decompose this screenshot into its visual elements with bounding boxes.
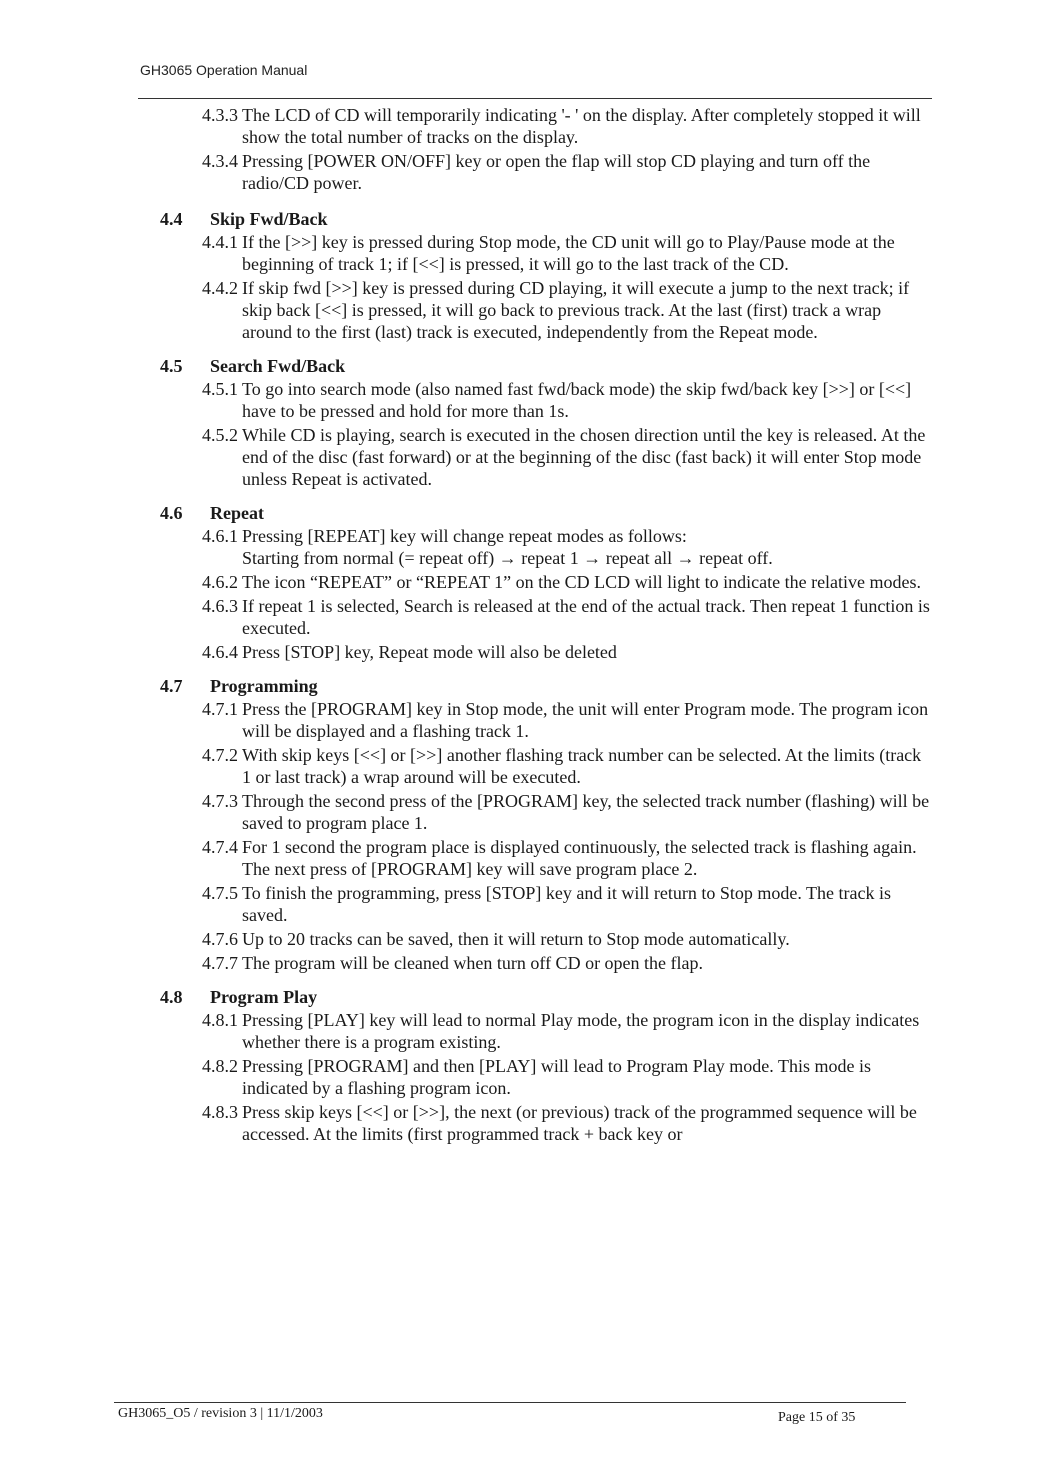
section-heading-4-5 [160,355,932,377]
item-number: 4.7.6 [202,929,238,949]
item-text: Through the second press of the [PROGRAM] key, the selected track number (flashing) will be saved to program place 1. [242,791,930,833]
item-number: 4.7.2 [202,745,238,765]
item-text: The LCD of CD will temporarily indicating '- ' on the display. After completely stopped it will show the total number of tracks on the display. [242,105,921,147]
item-4-8-3 [202,1101,932,1145]
item-text: Pressing [PROGRAM] and then [PLAY] will lead to Program Play mode. This mode is indicated by a flashing program icon. [242,1056,871,1098]
section-items-4-7 [160,698,932,974]
item-4-5-1 [202,378,932,422]
section-heading-4-4 [160,208,932,230]
item-4-6-3 [202,595,932,639]
item-number: 4.7.5 [202,883,238,903]
footer-rule [114,1402,906,1403]
section-number: 4.7 [160,676,183,696]
section-heading-4-7 [160,675,932,697]
section-title: Skip Fwd/Back [210,209,328,229]
item-text: Press the [PROGRAM] key in Stop mode, the unit will enter Program mode. The program icon will be displayed and a flashing track 1. [242,699,929,741]
item-4-8-1 [202,1009,932,1053]
item-text: Pressing [POWER ON/OFF] key or open the flap will stop CD playing and turn off the radio/CD power. [242,151,871,193]
item-number: 4.8.2 [202,1056,238,1076]
item-number: 4.6.4 [202,642,238,662]
item-text: While CD is playing, search is executed in the chosen direction until the key is released. At the end of the disc (fast forward) or at the beginning of the disc (fast back) it will enter Stop mode unless Repeat is activated. [242,425,926,489]
section-items-4-5 [160,378,932,490]
item-text: Press [STOP] key, Repeat mode will also be deleted [242,642,617,662]
section-title: Search Fwd/Back [210,356,346,376]
item-4-3-3 [202,104,932,148]
section-title: Program Play [210,987,318,1007]
item-number: 4.6.1 [202,526,238,546]
item-number: 4.8.3 [202,1102,238,1122]
header-rule [138,98,932,99]
page-content [160,104,932,1147]
item-number: 4.6.3 [202,596,238,616]
item-4-7-5 [202,882,932,926]
item-number: 4.6.2 [202,572,238,592]
item-4-7-1 [202,698,932,742]
item-number: 4.5.2 [202,425,238,445]
item-number: 4.3.3 [202,105,238,125]
item-4-4-1 [202,231,932,275]
item-text: The program will be cleaned when turn off CD or open the flap. [242,953,704,973]
item-4-5-2 [202,424,932,490]
section-heading-4-8 [160,986,932,1008]
item-text: With skip keys [<<] or [>>] another flashing track number can be selected. At the limits (track 1 or last track) a wrap around will be executed. [242,745,922,787]
item-text [238,525,932,569]
item-text: To go into search mode (also named fast fwd/back mode) the skip fwd/back key [>>] or [<<] have to be pressed and hold for more than 1s. [242,379,912,421]
section-title: Programming [210,676,318,696]
item-text: To finish the programming, press [STOP] key and it will return to Stop mode. The track is saved. [242,883,891,925]
item-number: 4.7.3 [202,791,238,811]
item-text: Press skip keys [<<] or [>>], the next (or previous) track of the programmed sequence will be accessed. At the limits (first programmed track + back key or [242,1102,917,1144]
item-number: 4.7.1 [202,699,238,719]
section-number: 4.8 [160,987,183,1007]
footer-page-number: Page 15 of 35 [778,1410,856,1425]
section-number: 4.5 [160,356,183,376]
section-heading-4-6 [160,502,932,524]
footer-revision: GH3065_O5 / revision 3 | 11/1/2003 [118,1406,323,1421]
item-4-4-2 [202,277,932,343]
item-number: 4.4.2 [202,278,238,298]
item-text: Pressing [PLAY] key will lead to normal Play mode, the program icon in the display indicates whether there is a program existing. [242,1010,920,1052]
section-items-4-8 [160,1009,932,1145]
item-text: For 1 second the program place is displayed continuously, the selected track is flashing again. The next press of [PROGRAM] key will save program place 2. [242,837,917,879]
item-4-7-4 [202,836,932,880]
item-4-3-4 [202,150,932,194]
item-text: If the [>>] key is pressed during Stop mode, the CD unit will go to Play/Pause mode at the beginning of track 1; if [<<] is pressed, it will go to the last track of the CD. [242,232,895,274]
section-items-4-4 [160,231,932,343]
item-4-7-3 [202,790,932,834]
page-header: GH3065 Operation Manual [140,62,308,78]
item-number: 4.7.4 [202,837,238,857]
item-number: 4.3.4 [202,151,238,171]
section-number: 4.4 [160,209,183,229]
top-items [160,104,932,194]
item-text: Up to 20 tracks can be saved, then it will return to Stop mode automatically. [242,929,790,949]
item-number: 4.4.1 [202,232,238,252]
section-items-4-6 [160,525,932,663]
item-number: 4.5.1 [202,379,238,399]
item-4-7-6 [202,928,932,950]
item-4-6-2 [202,571,932,593]
item-number: 4.8.1 [202,1010,238,1030]
item-text: The icon “REPEAT” or “REPEAT 1” on the CD LCD will light to indicate the relative modes. [242,572,922,592]
section-number: 4.6 [160,503,183,523]
item-4-6-1 [202,525,932,569]
item-4-8-2 [202,1055,932,1099]
section-title: Repeat [210,503,264,523]
item-text-main: Pressing [REPEAT] key will change repeat modes as follows: [242,526,687,546]
item-text: If repeat 1 is selected, Search is released at the end of the actual track. Then repeat 1 function is executed. [242,596,930,638]
item-text: If skip fwd [>>] key is pressed during CD playing, it will execute a jump to the next track; if skip back [<<] is pressed, it will go back to previous track. At the last (first) track a wrap around to the first (last) track is executed, independently from the Repeat mode. [242,278,910,342]
item-number: 4.7.7 [202,953,238,973]
item-4-7-2 [202,744,932,788]
item-4-6-4 [202,641,932,663]
item-4-7-7 [202,952,932,974]
repeat-sequence: Starting from normal (= repeat off) → repeat 1 → repeat all → repeat off. [242,548,773,568]
